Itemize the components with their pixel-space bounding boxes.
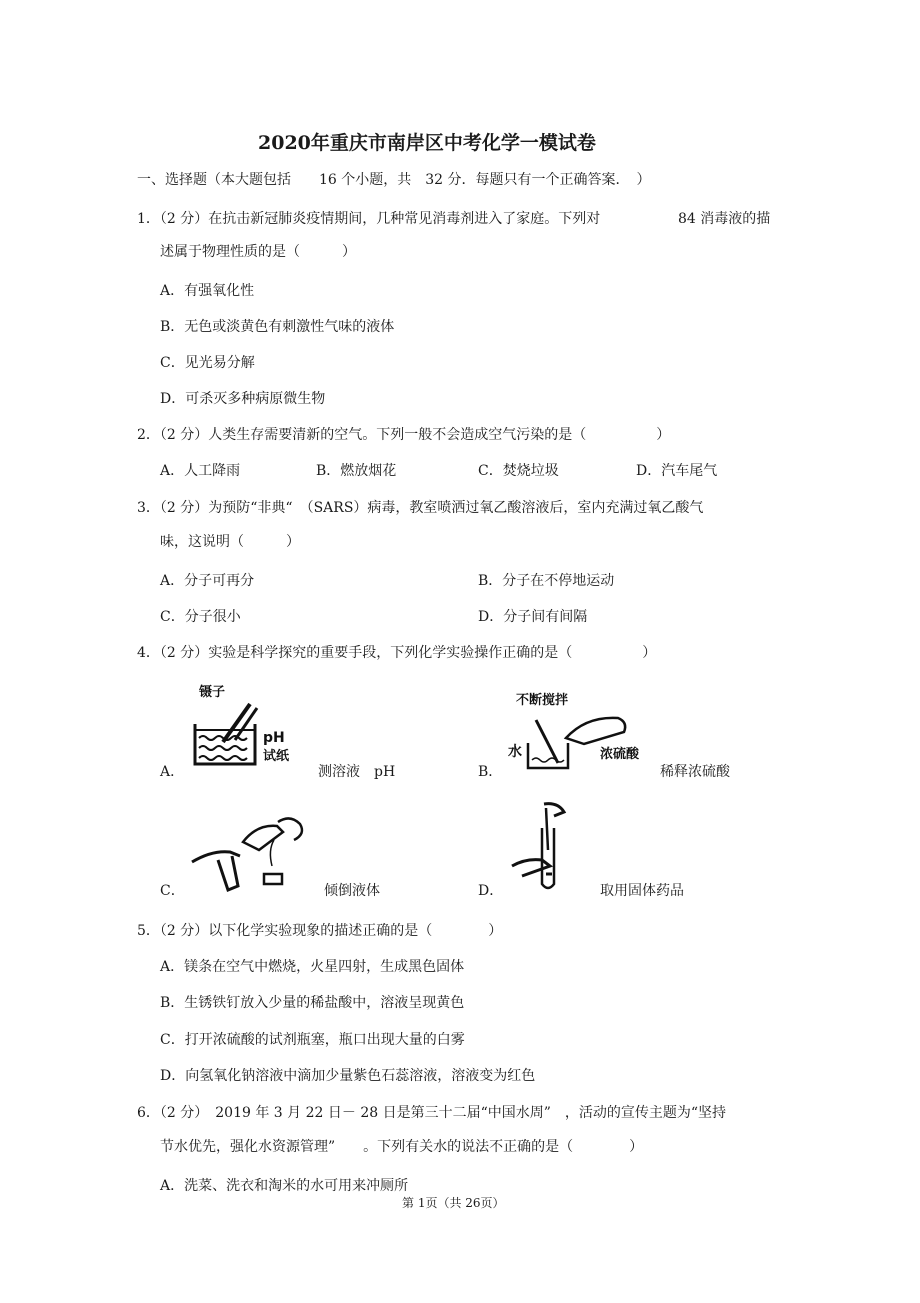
q1-stem-line1: 1．（2 分）在抗击新冠肺炎疫情期间，几种常见消毒剂进入了家庭。下列对 <box>137 211 601 227</box>
q6-stem-line1: 6．（2 分） 2019 年 3 月 22 日－ 28 日是第三十二届“中国水周” ，活动的宣传主题为“坚持 <box>137 1105 727 1121</box>
q3-stem-line2: 味，这说明（ ） <box>160 534 300 550</box>
q6-option-a: A．洗菜、洗衣和淘米的水可用来冲厕所 <box>160 1178 409 1194</box>
q1-option-c: C．见光易分解 <box>160 355 255 371</box>
figure-label: pH <box>263 730 285 746</box>
q4-option-a-letter: A． <box>160 764 185 780</box>
q1-stem-line2: 述属于物理性质的是（ ） <box>160 244 356 260</box>
q3-option-c: C．分子很小 <box>160 609 241 625</box>
q1-stem-line1-end: 84 消毒液的描 <box>678 211 771 227</box>
q4-option-d-letter: D． <box>478 883 504 899</box>
pour-liquid-figure <box>188 800 318 895</box>
q4-option-a-label: 测溶液 pH <box>318 764 396 780</box>
q4-option-b-label: 稀释浓硫酸 <box>660 764 730 780</box>
q1-option-b: B．无色或淡黄色有刺激性气味的液体 <box>160 319 395 335</box>
ph-test-figure <box>185 682 310 772</box>
q2-option-c: C．焚烧垃圾 <box>478 463 559 479</box>
q3-option-b: B．分子在不停地运动 <box>478 573 615 589</box>
q6-stem-line2: 节水优先，强化水资源管理” 。下列有关水的说法不正确的是（ ） <box>160 1139 644 1155</box>
figure-label: 试纸 <box>263 749 290 764</box>
q4-stem: 4．（2 分）实验是科学探究的重要手段，下列化学实验操作正确的是（ ） <box>137 645 657 661</box>
q3-option-a: A．分子可再分 <box>160 573 255 589</box>
q3-stem-line1: 3．（2 分）为预防“非典“ （SARS）病毒，教室喷洒过氧乙酸溶液后，室内充满过氧乙酸气 <box>137 500 704 516</box>
q5-option-b: B．生锈铁钉放入少量的稀盐酸中，溶液呈现黄色 <box>160 995 465 1011</box>
q1-option-a: A．有强氧化性 <box>160 283 255 299</box>
q5-option-c: C．打开浓硫酸的试剂瓶塞，瓶口出现大量的白雾 <box>160 1032 465 1048</box>
figure-label: 不断搅拌 <box>516 693 569 708</box>
figure-label: 浓硫酸 <box>600 747 640 762</box>
q5-option-a: A．镁条在空气中燃烧，火星四射，生成黑色固体 <box>160 959 465 975</box>
q1-option-d: D．可杀灭多种病原微生物 <box>160 391 326 407</box>
figure-label: 水 <box>508 744 522 760</box>
q2-option-d: D．汽车尾气 <box>636 463 718 479</box>
page-title: 2020年重庆市南岸区中考化学一模试卷 <box>258 132 596 154</box>
q5-stem: 5．（2 分）以下化学实验现象的描述正确的是（ ） <box>137 923 503 939</box>
section-heading: 一、选择题（本大题包括 16 个小题，共 32 分．每题只有一个正确答案． ） <box>137 172 651 188</box>
q4-option-c-label: 倾倒液体 <box>324 883 380 899</box>
q4-option-d-label: 取用固体药品 <box>600 883 684 899</box>
q5-option-d: D．向氢氧化钠溶液中滴加少量紫色石蕊溶液，溶液变为红色 <box>160 1068 536 1084</box>
q2-option-b: B．燃放烟花 <box>316 463 397 479</box>
page-footer: 第 1页（共 26页） <box>402 1196 505 1210</box>
take-solid-figure <box>506 800 586 895</box>
figure-label: 镊子 <box>199 685 226 700</box>
q4-option-b-letter: B． <box>478 764 503 780</box>
q2-option-a: A．人工降雨 <box>160 463 241 479</box>
q2-stem: 2．（2 分）人类生存需要清新的空气。下列一般不会造成空气污染的是（ ） <box>137 427 671 443</box>
q3-option-d: D．分子间有间隔 <box>478 609 588 625</box>
dilute-acid-figure <box>506 688 656 773</box>
q4-option-c-letter: C． <box>160 883 185 899</box>
